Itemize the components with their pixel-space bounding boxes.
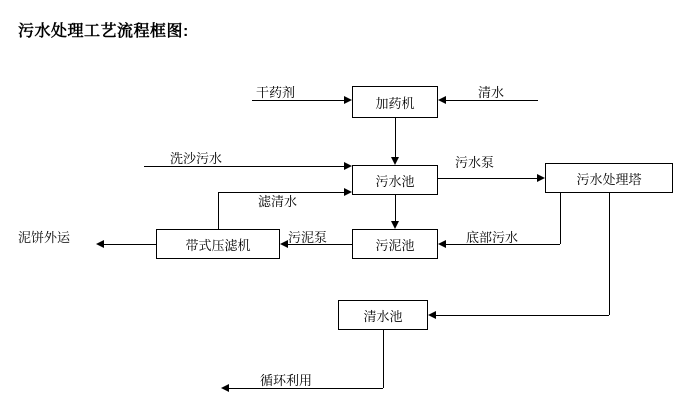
edge-mud-cake-line — [104, 244, 156, 245]
node-dosing-machine — [352, 86, 438, 118]
edge-filtrate-vline — [218, 192, 219, 229]
diagram-title: 污水处理工艺流程框图: — [18, 23, 189, 40]
edge-bottom-sewage-arrow — [438, 240, 446, 248]
edge-sludge-pump-arrow — [280, 240, 288, 248]
node-dosing-machine-label: 加药机 — [375, 95, 415, 111]
edge-dosing-to-sewage-arrow — [391, 157, 399, 165]
edge-tower-to-clean-arrow — [428, 311, 436, 319]
node-belt-filter-press-label: 带式压滤机 — [185, 237, 251, 253]
edge-sewage-to-sludge-arrow — [391, 221, 399, 229]
edge-dry-agent-arrow — [344, 96, 352, 104]
edge-sewage-pump-line — [438, 178, 537, 179]
edge-label-recycle-use: 循环利用 — [260, 373, 313, 388]
node-clean-water-pool-label: 清水池 — [363, 308, 403, 324]
edge-label-filtrate: 滤清水 — [258, 194, 298, 209]
edge-label-sewage-pump: 污水泵 — [455, 155, 495, 170]
edge-sewage-pump-arrow — [537, 174, 545, 182]
node-sewage-pool-label: 污水池 — [375, 173, 415, 189]
edge-bottom-sewage-vline — [560, 193, 561, 244]
edge-label-sand-wash-sewage: 洗沙污水 — [170, 151, 223, 166]
edge-tower-to-clean-hline — [436, 315, 609, 316]
edge-label-dry-agent: 干药剂 — [256, 85, 296, 100]
edge-label-sludge-pump: 污泥泵 — [288, 230, 328, 245]
edge-recycle-vline — [383, 330, 384, 388]
node-sludge-pool-label: 污泥池 — [375, 237, 415, 253]
node-clean-water-pool — [338, 300, 428, 330]
node-treatment-tower — [545, 163, 673, 193]
node-sludge-pool — [352, 229, 438, 259]
edge-label-clean-water-in: 清水 — [478, 85, 505, 100]
node-sewage-pool — [352, 165, 438, 195]
node-belt-filter-press — [156, 229, 280, 259]
node-treatment-tower-label: 污水处理塔 — [576, 171, 642, 187]
edge-clean-water-arrow — [438, 96, 446, 104]
edge-recycle-arrow — [221, 384, 229, 392]
edge-tower-to-clean-vline — [609, 193, 610, 315]
edge-label-bottom-sewage: 底部污水 — [466, 230, 519, 245]
edge-dosing-to-sewage-line — [395, 118, 396, 157]
edge-sewage-to-sludge-line — [395, 195, 396, 221]
edge-label-mud-cake-out: 泥饼外运 — [18, 230, 71, 245]
edge-filtrate-arrow — [344, 188, 352, 196]
edge-sand-wash-arrow — [344, 162, 352, 170]
edge-mud-cake-arrow — [96, 240, 104, 248]
